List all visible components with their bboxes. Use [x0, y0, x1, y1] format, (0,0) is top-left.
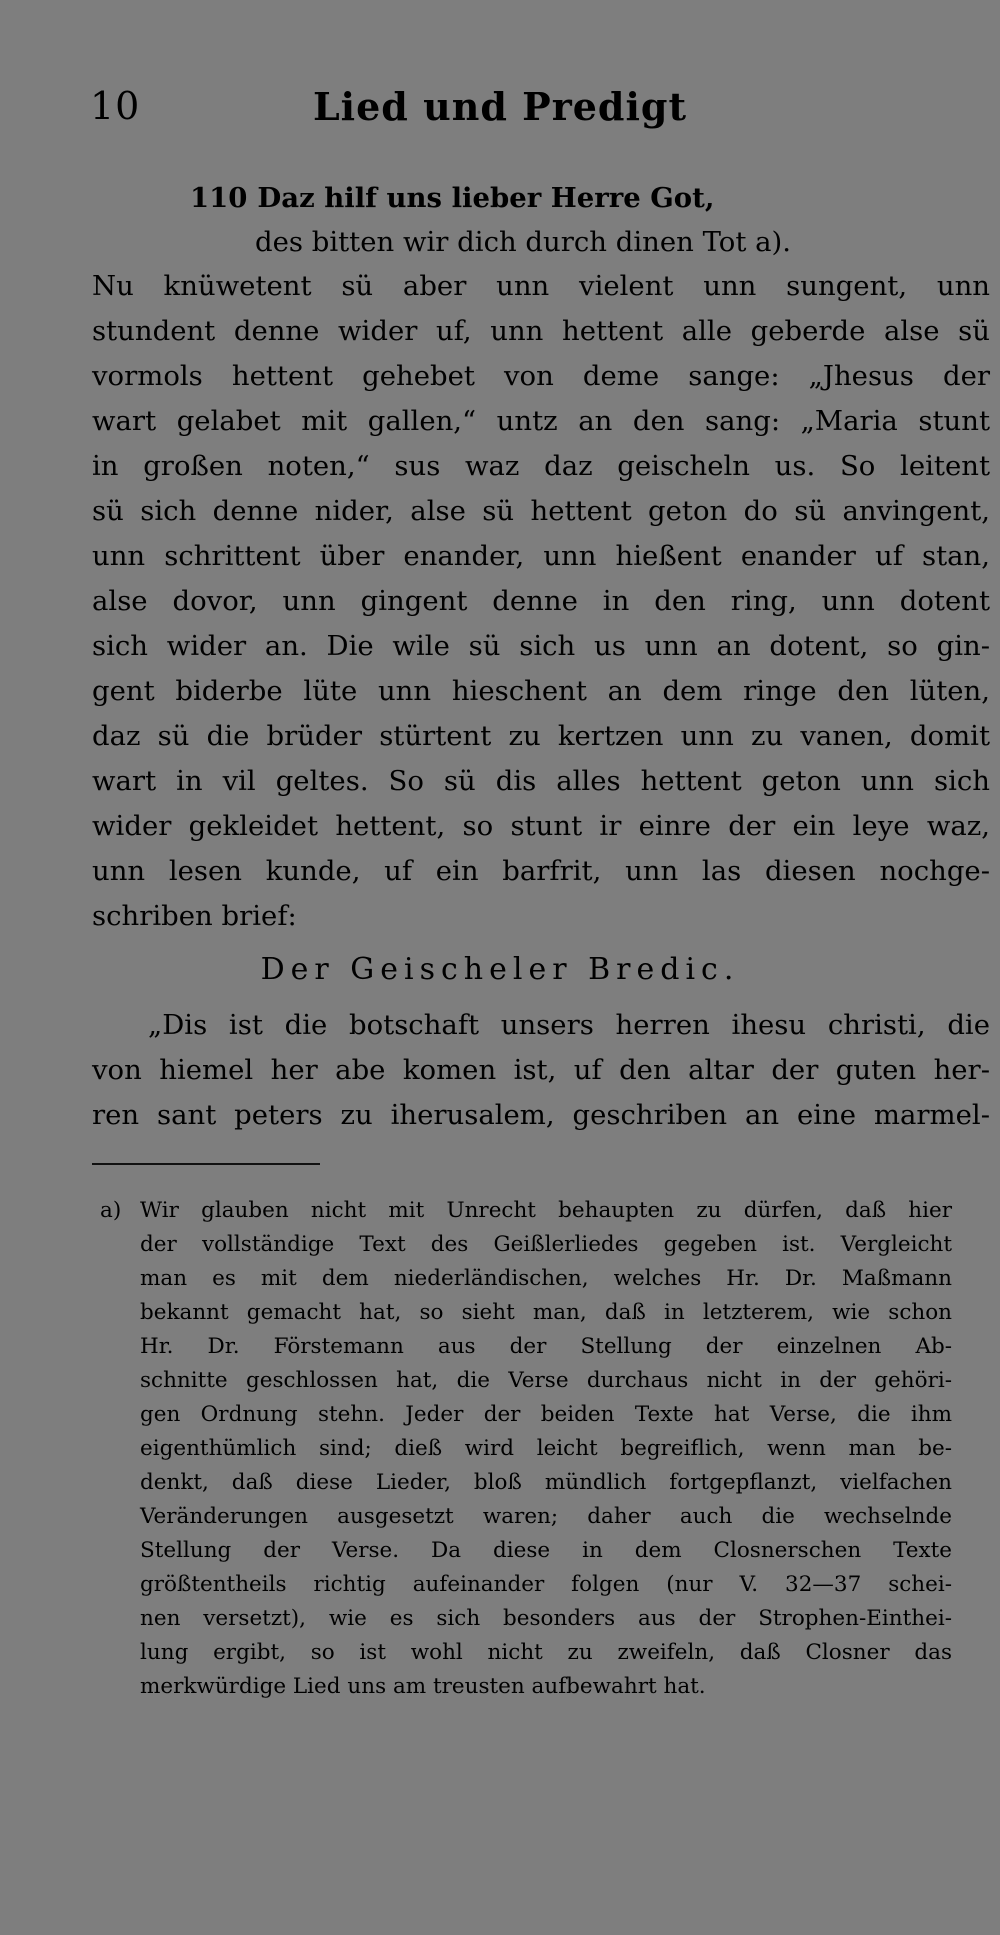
footnote-line: man es mit dem niederländischen, welches Hr. Dr. Maßmann: [140, 1266, 952, 1291]
body-line: sich wider an. Die wile sü sich us unn an dotent, so gin-: [92, 630, 990, 662]
body-line: in großen noten,“ sus waz daz geischeln us. So leitent: [92, 450, 990, 482]
section-subtitle: Der Geischeler Bredic.: [260, 952, 740, 987]
footnote-line: Veränderungen ausgesetzt waren; daher auch die wechselnde: [140, 1504, 952, 1529]
body-line: gent biderbe lüte unn hieschent an dem ringe den lüten,: [92, 675, 990, 707]
body-line: wart in vil geltes. So sü dis alles hettent geton unn sich: [92, 765, 990, 797]
body-line: stundent denne wider uf, unn hettent alle geberde alse sü: [92, 315, 990, 347]
body-line: unn lesen kunde, uf ein barfrit, unn las diesen nochge-: [92, 855, 990, 887]
body-line: wart gelabet mit gallen,“ untz an den sang: „Maria stunt: [92, 405, 990, 437]
footnote-line: schnitte geschlossen hat, die Verse durchaus nicht in der gehöri-: [140, 1368, 952, 1393]
body-line: wider gekleidet hettent, so stunt ir einre der ein leye waz,: [92, 810, 990, 842]
body-line: Nu knüwetent sü aber unn vielent unn sungent, unn: [92, 270, 990, 302]
verse-line-2: des bitten wir dich durch dinen Tot a).: [255, 226, 792, 258]
footnote-divider: [92, 1163, 320, 1165]
page-number: 10: [90, 84, 141, 128]
footnote-line: Wir glauben nicht mit Unrecht behaupten zu dürfen, daß hier: [140, 1198, 952, 1223]
body-line: sü sich denne nider, alse sü hettent geton do sü anvingent,: [92, 495, 990, 527]
footnote-line: der vollständige Text des Geißlerliedes gegeben ist. Vergleicht: [140, 1232, 952, 1257]
footnote-line: eigenthümlich sind; dieß wird leicht begreiflich, wenn man be-: [140, 1436, 952, 1461]
footnote-line: Hr. Dr. Förstemann aus der Stellung der einzelnen Ab-: [140, 1334, 952, 1359]
body-line: „Dis ist die botschaft unsers herren ihesu christi, die: [148, 1009, 990, 1041]
verse-line-1-text: Daz hilf uns lieber Herre Got,: [257, 182, 715, 214]
footnote-line: größtentheils richtig aufeinander folgen (nur V. 32—37 schei-: [140, 1572, 952, 1597]
body-line: ren sant peters zu iherusalem, geschriben an eine marmel-: [92, 1099, 990, 1131]
body-line: daz sü die brüder stürtent zu kertzen unn zu vanen, domit: [92, 720, 990, 752]
footnote-line: merkwürdige Lied uns am treusten aufbewahrt hat.: [140, 1674, 706, 1699]
running-title: Lied und Predigt: [312, 84, 688, 129]
footnote-line: lung ergibt, so ist wohl nicht zu zweifeln, daß Closner das: [140, 1640, 952, 1665]
footnote-marker: a): [100, 1198, 122, 1223]
verse-line-1: [190, 176, 714, 220]
body-line: vormols hettent gehebet von deme sange: „Jhesus der: [92, 360, 990, 392]
footnote-line: nen versetzt), wie es sich besonders aus der Strophen-Einthei-: [140, 1606, 952, 1631]
body-line: schriben brief:: [92, 900, 297, 932]
body-line: unn schrittent über enander, unn hießent enander uf stan,: [92, 540, 990, 572]
footnote-line: gen Ordnung stehn. Jeder der beiden Texte hat Verse, die ihm: [140, 1402, 952, 1427]
footnote-line: Stellung der Verse. Da diese in dem Closnerschen Texte: [140, 1538, 952, 1563]
body-line: alse dovor, unn gingent denne in den ring, unn dotent: [92, 585, 990, 617]
footnote-line: bekannt gemacht hat, so sieht man, daß in letzterem, wie schon: [140, 1300, 952, 1325]
verse-number: 110: [190, 182, 248, 214]
body-line: von hiemel her abe komen ist, uf den altar der guten her-: [92, 1054, 990, 1086]
footnote-line: denkt, daß diese Lieder, bloß mündlich fortgepflanzt, vielfachen: [140, 1470, 952, 1495]
